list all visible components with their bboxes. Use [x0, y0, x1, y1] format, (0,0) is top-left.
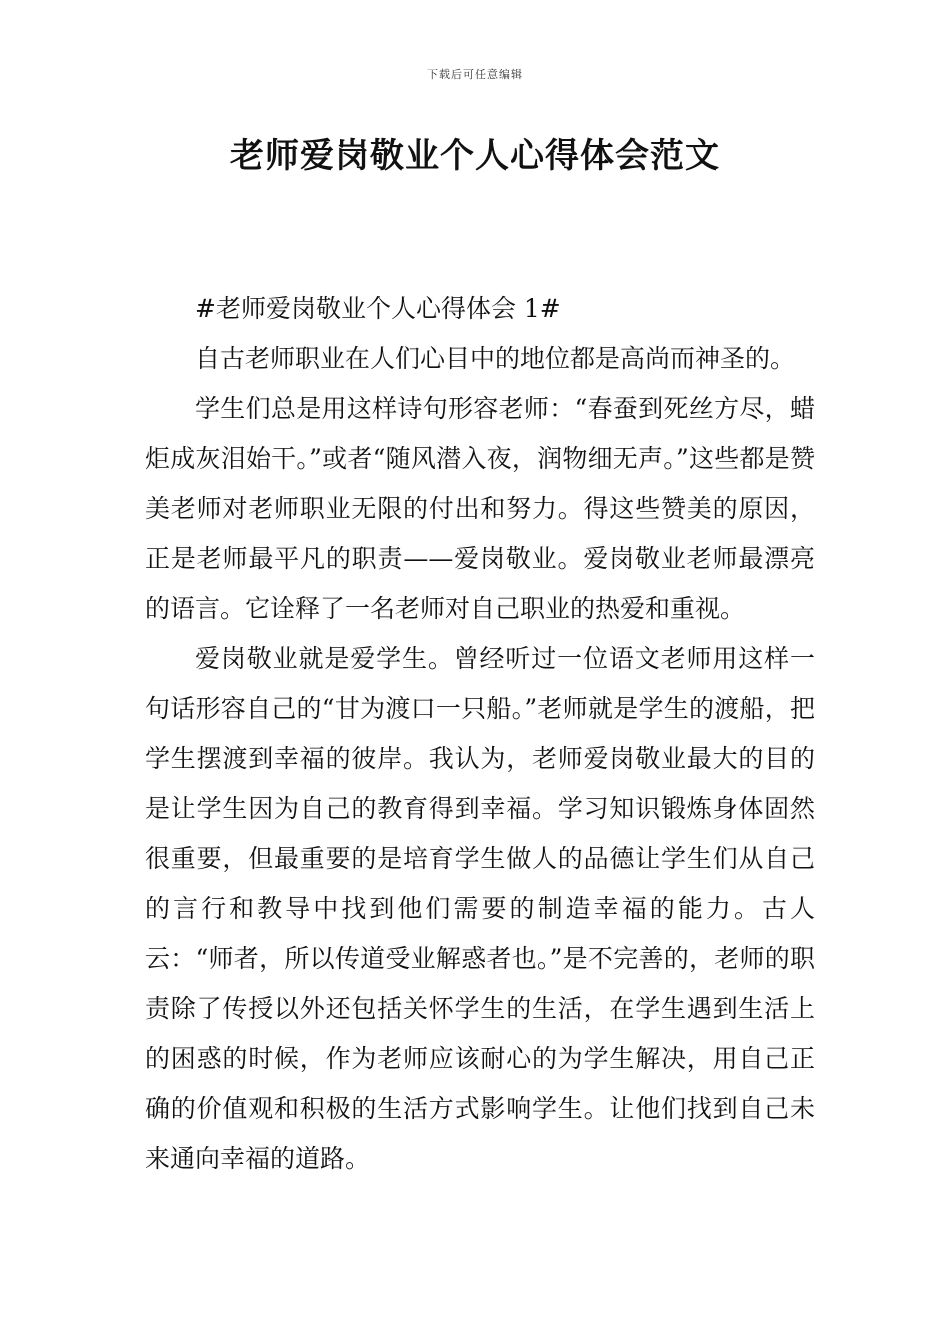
paragraph-3: 爱岗敬业就是爱学生。曾经听过一位语文老师用这样一句话形容自己的“甘为渡口一只船。”老师就是学生的渡船，把学生摆渡到幸福的彼岸。我认为，老师爱岗敬业最大的目的是让学生因为自己的教育得到幸福。学习知识锻炼身体固然很重要，但最重要的是培育学生做人的品德让学生们从自己的言行和教导中找到他们需要的制造幸福的能力。古人云：“师者，所以传道受业解惑者也。”是不完善的，老师的职责除了传授以外还包括关怀学生的生活，在学生遇到生活上的困惑的时候，作为老师应该耐心的为学生解决，用自己正确的价值观和积极的生活方式影响学生。让他们找到自己未来通向幸福的道路。 [145, 644, 815, 1173]
section-heading: #老师爱岗敬业个人心得体会 1# [195, 294, 561, 323]
paragraph-1: 自古老师职业在人们心目中的地位都是高尚而神圣的。 [195, 344, 796, 373]
paragraph-2: 学生们总是用这样诗句形容老师：“春蚕到死丝方尽，蜡炬成灰泪始干。”或者“随风潜入夜，润物细无声。”这些都是赞美老师对老师职业无限的付出和努力。得这些赞美的原因，正是老师最平凡的职责——爱岗敬业。爱岗敬业老师最漂亮的语言。它诠释了一名老师对自己职业的热爱和重视。 [145, 394, 815, 623]
document-title: 老师爱岗敬业个人心得体会范文 [230, 136, 720, 176]
document-body [145, 284, 815, 1184]
header-note: 下载后可任意编辑 [427, 68, 523, 81]
